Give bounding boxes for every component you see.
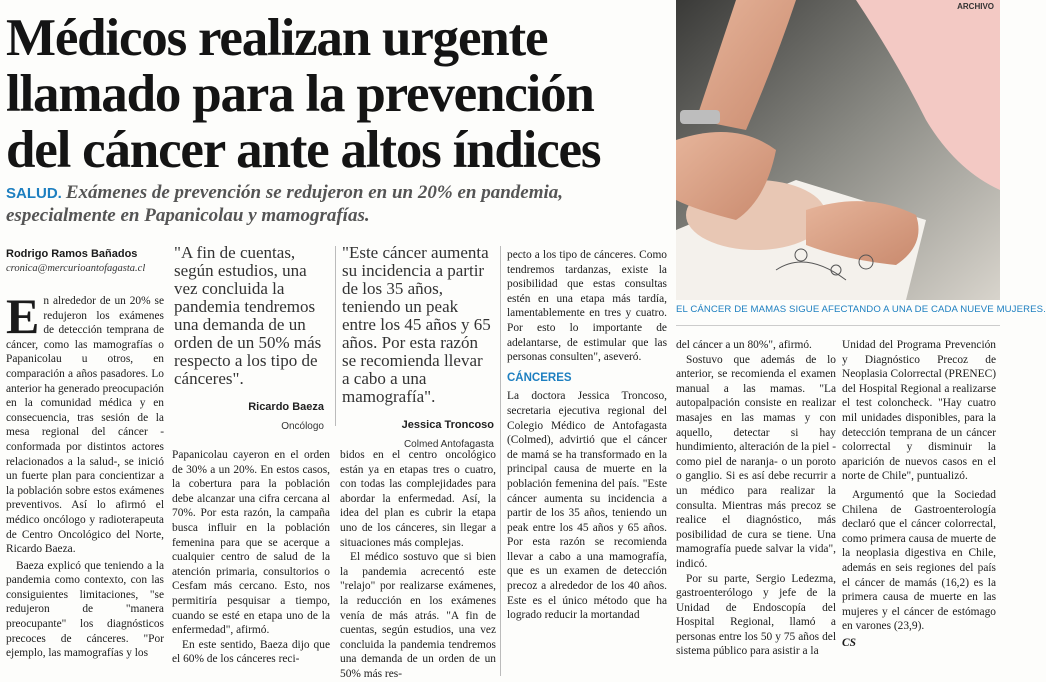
pull-quote-1-text: "A fin de cuentas, según estudios, una vez concluida la pandemia tendremos una demanda de un orden de un 50% más respecto a los tipo de cánceres". (174, 243, 322, 388)
headline (6, 10, 656, 178)
lead-text: Exámenes de prevención se redujeron en un 20% en pandemia, especialmente en Papanicolau y mamografías. (6, 182, 564, 226)
pull-quote-1 (174, 244, 324, 436)
column-2-paragraph-2: En este sentido, Baeza dijo que el 60% de los cánceres reci- (172, 638, 330, 666)
column-4-paragraph-1: pecto a los tipo de cánceres. Como tendremos tardanzas, existe la posibilidad que estas consultas estén en una etapa más tardía, lamentablemente en tres y cuatro. Por esto lo importante de adelantarse, de estimular que las personas consulten", aseveró. (507, 249, 667, 364)
caption-divider (676, 325, 1000, 326)
column-5 (676, 338, 836, 659)
column-4-paragraph-2: La doctora Jessica Troncoso, secretaria ejecutiva regional del Colegio Médico de Antofagasta (Colmed), advirtió que el cáncer de mamá se ha transformado en la principal causa de muerte en la población femenina del país. "Este cáncer aumenta su incidencia a partir de los 35 años, teniendo un peak entre los 45 años y 65 años. Por esta razón se recomienda llevar a cabo a una mamografía, que es un examen de detección precoz a alrededor de los 40 años. Este es el único método que ha logrado reducir la mortandad (507, 390, 667, 622)
pull-quote-2 (342, 244, 494, 454)
column-1 (6, 288, 164, 661)
column-2 (172, 448, 330, 667)
photo-caption: EL CÁNCER DE MAMAS SIGUE AFECTANDO A UNA DE CADA NUEVE MUJERES. (676, 304, 1046, 315)
headline-line-2: llamado para la prevención (6, 65, 594, 123)
column-3-paragraph-2: El médico sostuvo que si bien la pandemia acrecentó este "relajo" por realizarse exámenes, la reducción en los exámenes venía de más atrás. "A fin de cuentas, según estudios, una vez concluida la pandemia tendremos una demanda de un orden de un 50% más res- (340, 551, 496, 680)
column-4 (507, 248, 667, 623)
byline (6, 248, 166, 274)
pull-quote-2-text: "Este cáncer aumenta su incidencia a partir de los 35 años, teniendo un peak entre los 45 años y 65 años. Por esta razón se recomienda llevar a cabo a una mamografía". (342, 243, 491, 406)
column-2-paragraph-1: Papanicolau cayeron en el orden de 30% a un 20%. En estos casos, la cobertura para la población debe alcanzar una cifra cercana al 70%. Por esta razón, la campaña busca influir en la población femenina para que se acerque a cualquier centro de salud de la atención primaria, consultorios o Cesfam más cercano. Esto, nos permitiría pesquisar a tiempo, cuando se esté en etapa uno de la enfermedad", afirmó. (172, 449, 330, 637)
column-1-text-1: n alrededor de un 20% se redujeron los exámenes de detección temprana de cáncer, como las mamografías o Papanicolau u otros, en comparación a años pasadores. Lo anterior ha generado preocupación en la comunidad médica y en consecuencia, tras sesión de la mesa regional del cáncer -conformada por distintos actores relacionados a la salud-, se inició un fuerte plan para concientizar a la población sobre estos exámenes preventivos. Así lo afirmó el médico oncólogo y radioterapeuta de Centro Oncológico del Norte, Ricardo Baeza. (6, 295, 164, 556)
pull-quote-2-author: Jessica Troncoso (401, 419, 494, 431)
photo-credit: ARCHIVO (957, 2, 994, 11)
column-1-paragraph-2: Baeza explicó que teniendo a la pandemia como contexto, con las consiguientes limitaciones, "se redujeron de "manera preocupante" los diagnósticos precoces de cánceres. "Por ejemplo, las mamografías y los (6, 559, 164, 660)
column-6-paragraph-1: Unidad del Programa Prevención y Diagnóstico Precoz de Neoplasia Colorrectal (PRENEC) del Hospital Regional a realizarse el test coloncheck. "Hay cuatro mil unidades disponibles, para la detección temprana de un cáncer colorrectal y disminuir la aparición de nuevos casos en el norte de Chile", puntualizó. (842, 339, 996, 483)
headline-line-3: del cáncer ante altos índices (6, 121, 601, 179)
column-divider (335, 246, 336, 426)
drop-cap: E (6, 288, 40, 344)
column-1-paragraph-1 (6, 288, 164, 557)
column-5-paragraph-2: Sostuvo que además de lo anterior, se recomienda el examen manual a las mamas. "La autopalpación consiste en realizar masajes en las mamas y con aquello, detectar si hay hundimiento, alteración de la piel -como piel de naranja- o un poroto o ganglio. Si es así debe recurrir a un médico para realizar la consulta. Mientras más precoz se realice el diagnóstico, más posibilidad de cura se tiene. Una mamografía puede salvar la vida", indicó. (676, 353, 836, 570)
column-6 (842, 338, 996, 650)
end-mark: CS (842, 636, 856, 649)
pull-quote-1-author: Ricardo Baeza (248, 401, 324, 413)
column-5-paragraph-3: Por su parte, Sergio Ledezma, gastroenterólogo y jefe de la Unidad de Endoscopía del Hospital Regional, llamó a personas entre los 50 y 75 años del sistema público para asistir a la (676, 572, 836, 658)
section-tag: SALUD. (6, 185, 62, 202)
headline-line-1: Médicos realizan urgente (6, 9, 548, 67)
author-name: Rodrigo Ramos Bañados (6, 248, 138, 260)
pull-quote-1-role: Oncólogo (281, 421, 324, 432)
column-3 (340, 448, 496, 682)
author-email: cronica@mercurioantofagasta.cl (6, 263, 146, 274)
column-3-paragraph-1: bidos en el centro oncológico están ya en etapas tres o cuatro, con todas las complejidades para abordar la enfermedad. Así, la idea del plan es cubrir la etapa uno de los cánceres, sin llegar a situaciones más complejas. (340, 449, 496, 549)
article-photo (676, 0, 1000, 300)
lead-paragraph (6, 182, 656, 227)
column-5-paragraph-1: del cáncer a un 80%", afirmó. (676, 339, 812, 351)
column-divider (500, 246, 501, 676)
breast-exam-photo-illustration (676, 0, 1000, 300)
column-6-paragraph-2: Argumentó que la Sociedad Chilena de Gastroenterología declaró que el cáncer colorrectal, como primera causa de muerte de la neoplasia digestiva en Chile, además en seis regiones del país el cáncer de mamás (16,2) es la primera causa de muerte en las mujeres y el cáncer de estómago en varones (23,9). (842, 488, 996, 633)
pull-quote-2-role: Colmed Antofagasta (403, 439, 494, 450)
subheading-canceres: CÁNCERES (507, 371, 572, 384)
